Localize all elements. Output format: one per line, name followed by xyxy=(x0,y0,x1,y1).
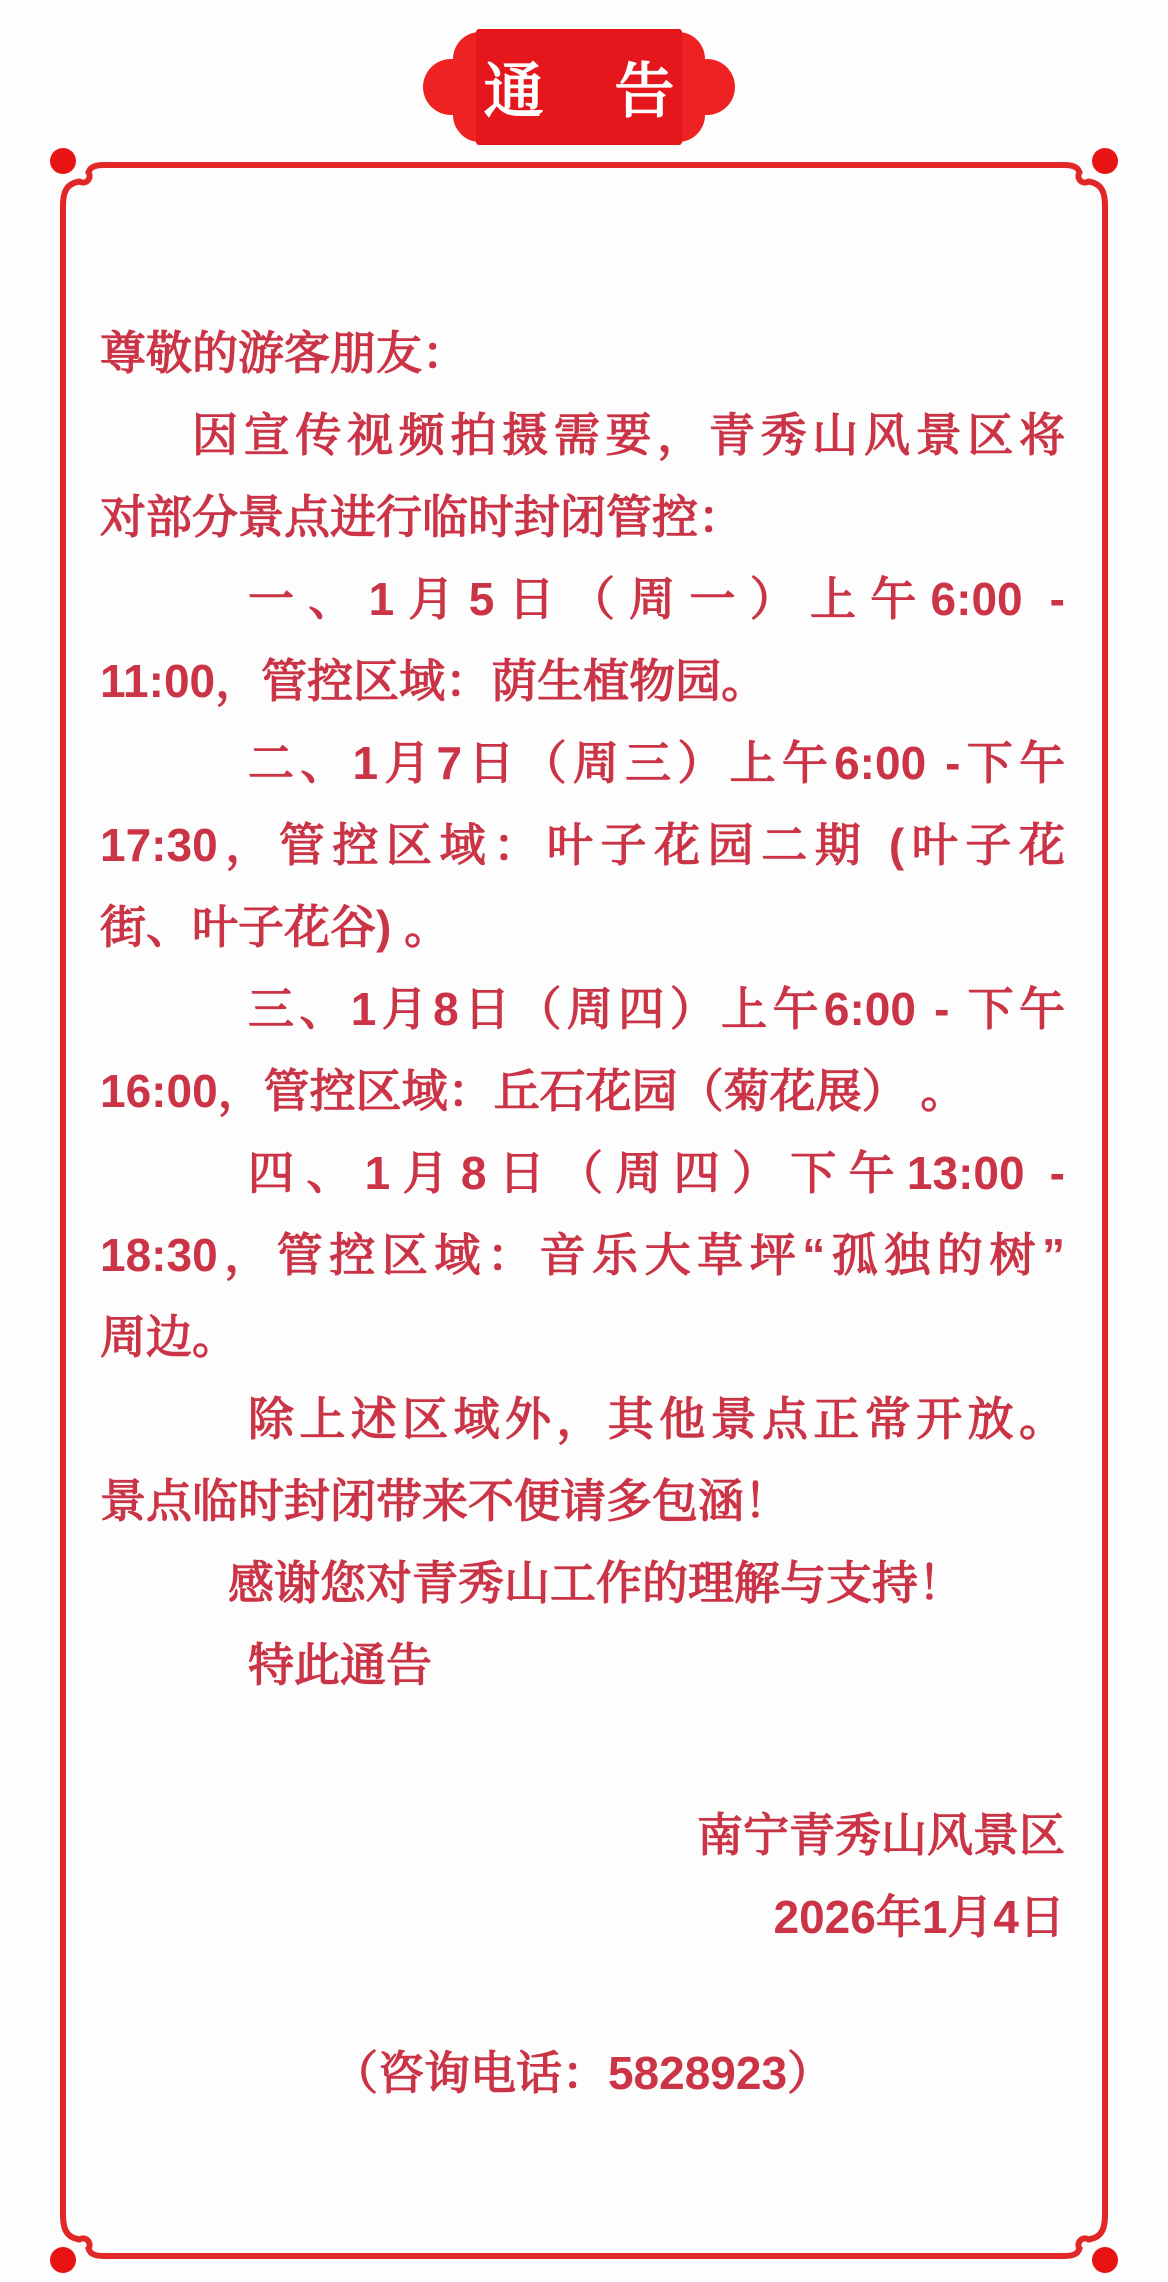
notice-line: 感谢您对青秀山工作的理解与支持！ xyxy=(228,1557,964,1609)
notice-body xyxy=(100,312,1065,2114)
notice-line: 街、叶子花谷) 。 xyxy=(100,901,451,953)
corner-dot-bottom-right xyxy=(1092,2247,1118,2273)
notice-line: 16:00，管控区域：丘石花园（菊花展） 。 xyxy=(100,1065,967,1117)
corner-dot-bottom-left xyxy=(50,2247,76,2273)
signature-block xyxy=(100,1794,1065,1958)
signature-org: 南宁青秀山风景区 xyxy=(697,1809,1065,1861)
notice-line: 二、1月7日（周三）上午6:00 -下午 xyxy=(248,737,1065,789)
notice-line: 特此通告 xyxy=(248,1639,432,1691)
corner-dot-top-left xyxy=(50,148,76,174)
notice-line: 三、1月8日（周四）上午6:00 - 下午 xyxy=(248,983,1065,1035)
notice-banner xyxy=(418,26,740,148)
notice-line: 一、1月5日（周一）上午6:00 - xyxy=(248,573,1065,625)
notice-line: 四、1月8日（周四）下午13:00 - xyxy=(248,1147,1065,1199)
notice-title: 通 告 xyxy=(483,58,685,125)
frame-corner-bottom-right xyxy=(1064,2215,1105,2256)
notice-line: 周边。 xyxy=(100,1311,238,1363)
notice-line: 尊敬的游客朋友： xyxy=(100,327,468,379)
notice-line: 对部分景点进行临时封闭管控： xyxy=(100,491,744,543)
frame-corner-bottom-left xyxy=(63,2215,104,2256)
notice-line: 除上述区域外，其他景点正常开放。 xyxy=(248,1393,1065,1445)
frame-corner-top-left xyxy=(63,165,104,206)
phone-line: （咨询电话：5828923） xyxy=(331,2047,834,2099)
frame-corner-top-right xyxy=(1064,165,1105,206)
notice-line: 11:00，管控区域：荫生植物园。 xyxy=(100,655,768,707)
notice-line: 17:30，管控区域：叶子花园二期 (叶子花 xyxy=(100,819,1065,871)
notice-line: 因宣传视频拍摄需要，青秀山风景区将 xyxy=(192,409,1065,461)
signature-date: 2026年1月4日 xyxy=(773,1891,1065,1943)
notice-line: 景点临时封闭带来不便请多包涵！ xyxy=(100,1475,790,1527)
notice-line: 18:30，管控区域：音乐大草坪“孤独的树” xyxy=(100,1229,1065,1281)
corner-dot-top-right xyxy=(1092,148,1118,174)
